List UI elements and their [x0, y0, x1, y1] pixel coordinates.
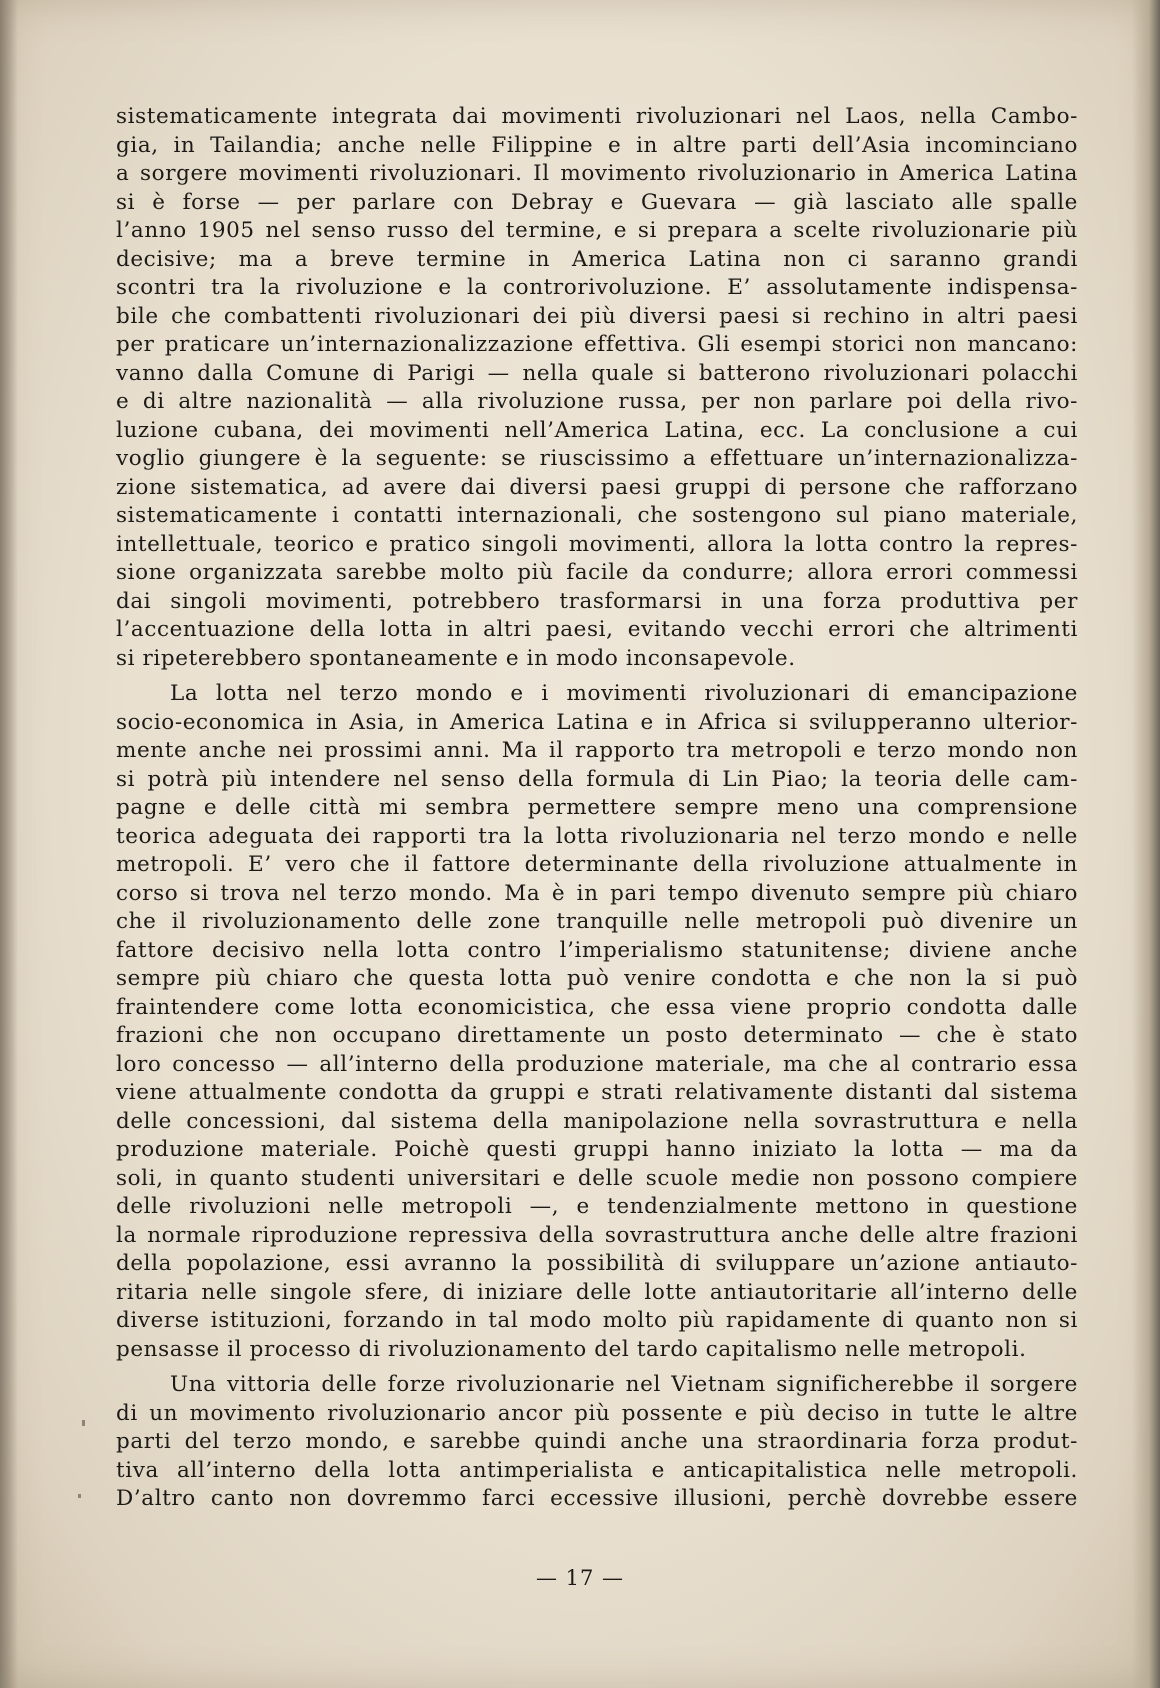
text-line: fraintendere come lotta economicistica, che essa viene proprio condotta dalle: [116, 994, 1078, 1020]
text-line: per praticare un’internazionalizzazione effettiva. Gli esempi storici non mancano:: [116, 332, 1078, 357]
margin-speck: [82, 1420, 85, 1426]
text-line: viene attualmente condotta da gruppi e strati relativamente distanti dal sistema: [116, 1080, 1078, 1105]
text-line: sione organizzata sarebbe molto più facile da condurre; allora errori commessi: [116, 560, 1078, 585]
text-line: La lotta nel terzo mondo e i movimenti rivoluzionari di emancipazione: [170, 681, 1078, 706]
text-line: produzione materiale. Poichè questi gruppi hanno iniziato la lotta — ma da: [116, 1137, 1078, 1162]
text-line: D’altro canto non dovremmo farci eccessive illusioni, perchè dovrebbe essere: [116, 1486, 1078, 1511]
text-line: ritaria nelle singole sfere, di iniziare delle lotte antiautoritarie all’interno delle: [116, 1279, 1078, 1305]
page-edge-right: [1132, 0, 1160, 1688]
paragraph-gap: [116, 673, 1078, 680]
text-line: scontri tra la rivoluzione e la controrivoluzione. E’ assolutamente indispensa-: [116, 275, 1078, 300]
text-line: mente anche nei prossimi anni. Ma il rapporto tra metropoli e terzo mondo non: [116, 738, 1078, 763]
paragraph: [116, 103, 1078, 673]
text-line: intellettuale, teorico e pratico singoli movimenti, allora la lotta contro la repres-: [116, 531, 1078, 557]
text-line: parti del terzo mondo, e sarebbe quindi anche una straordinaria forza produt-: [116, 1429, 1078, 1454]
text-line: gia, in Tailandia; anche nelle Filippine e in altre parti dell’Asia incominciano: [116, 132, 1078, 158]
text-line: a sorgere movimenti rivoluzionari. Il movimento rivoluzionario in America Latina: [116, 161, 1078, 186]
text-line: zione sistematica, ad avere dai diversi paesi gruppi di persone che rafforzano: [116, 474, 1078, 500]
text-line: sempre più chiaro che questa lotta può venire condotta e che non la si può: [116, 966, 1078, 991]
text-line: e di altre nazionalità — alla rivoluzione russa, per non parlare poi della rivo-: [116, 389, 1078, 414]
text-line: si ripeterebbero spontaneamente e in modo inconsapevole.: [116, 645, 796, 671]
text-line: luzione cubana, dei movimenti nell’America Latina, ecc. La conclusione a cui: [116, 417, 1078, 443]
page-edge-left: [0, 0, 18, 1688]
text-line: diverse istituzioni, forzando in tal modo molto più rapidamente di quanto non si: [116, 1308, 1078, 1333]
text-line: decisive; ma a breve termine in America Latina non ci saranno grandi: [116, 246, 1078, 272]
text-line: l’accentuazione della lotta in altri paesi, evitando vecchi errori che altrimenti: [116, 617, 1078, 642]
text-line: voglio giungere è la seguente: se riuscissimo a effettuare un’internazionalizza-: [116, 446, 1078, 471]
text-line: bile che combattenti rivoluzionari dei più diversi paesi si rechino in altri paesi: [116, 303, 1078, 329]
text-line: dai singoli movimenti, potrebbero trasformarsi in una forza produttiva per: [116, 588, 1078, 614]
text-line: metropoli. E’ vero che il fattore determinante della rivoluzione attualmente in: [116, 852, 1078, 877]
text-line: socio-economica in Asia, in America Latina e in Africa si svilupperanno ulterior-: [116, 709, 1078, 735]
text-line: soli, in quanto studenti universitari e delle scuole medie non possono compiere: [116, 1165, 1078, 1191]
body-text: [116, 103, 1078, 1514]
page-number: — 17 —: [535, 1566, 625, 1590]
text-line: tiva all’interno della lotta antimperialista e anticapitalistica nelle metropoli.: [116, 1457, 1078, 1483]
text-line: teorica adeguata dei rapporti tra la lotta rivoluzionaria nel terzo mondo e nelle: [116, 823, 1078, 849]
text-line: delle concessioni, dal sistema della manipolazione nella sovrastruttura e nella: [116, 1108, 1078, 1134]
text-line: loro concesso — all’interno della produzione materiale, ma che al contrario essa: [116, 1051, 1078, 1077]
text-line: frazioni che non occupano direttamente un posto determinato — che è stato: [116, 1023, 1078, 1048]
text-line: Una vittoria delle forze rivoluzionarie nel Vietnam significherebbe il sorgere: [170, 1372, 1078, 1397]
text-line: sistematicamente i contatti internazionali, che sostengono sul piano materiale,: [116, 503, 1078, 528]
text-line: corso si trova nel terzo mondo. Ma è in pari tempo divenuto sempre più chiaro: [116, 880, 1078, 906]
text-line: vanno dalla Comune di Parigi — nella quale si batterono rivoluzionari polacchi: [116, 360, 1078, 386]
text-line: sistematicamente integrata dai movimenti rivoluzionari nel Laos, nella Cambo-: [116, 104, 1078, 129]
text-line: di un movimento rivoluzionario ancor più possente e più deciso in tutte le altre: [116, 1400, 1078, 1426]
text-line: fattore decisivo nella lotta contro l’imperialismo statunitense; diviene anche: [116, 937, 1078, 963]
text-line: si potrà più intendere nel senso della formula di Lin Piao; la teoria delle cam-: [116, 766, 1078, 792]
paragraph: [116, 680, 1078, 1364]
text-line: l’anno 1905 nel senso russo del termine, e si prepara a scelte rivoluzionarie più: [116, 218, 1078, 243]
text-line: la normale riproduzione repressiva della sovrastruttura anche delle altre frazioni: [116, 1222, 1078, 1248]
paragraph-gap: [116, 1364, 1078, 1371]
text-line: che il rivoluzionamento delle zone tranquille nelle metropoli può divenire un: [116, 909, 1078, 934]
text-line: pagne e delle città mi sembra permettere sempre meno una comprensione: [116, 795, 1078, 820]
text-line: delle rivoluzioni nelle metropoli —, e tendenzialmente mettono in questione: [116, 1194, 1078, 1219]
paragraph: [116, 1371, 1078, 1514]
text-line: si è forse — per parlare con Debray e Guevara — già lasciato alle spalle: [116, 189, 1078, 215]
margin-speck: [78, 1494, 81, 1498]
text-line: pensasse il processo di rivoluzionamento del tardo capitalismo nelle metropoli.: [116, 1336, 1027, 1362]
text-line: della popolazione, essi avranno la possibilità di sviluppare un’azione antiauto-: [116, 1251, 1078, 1276]
